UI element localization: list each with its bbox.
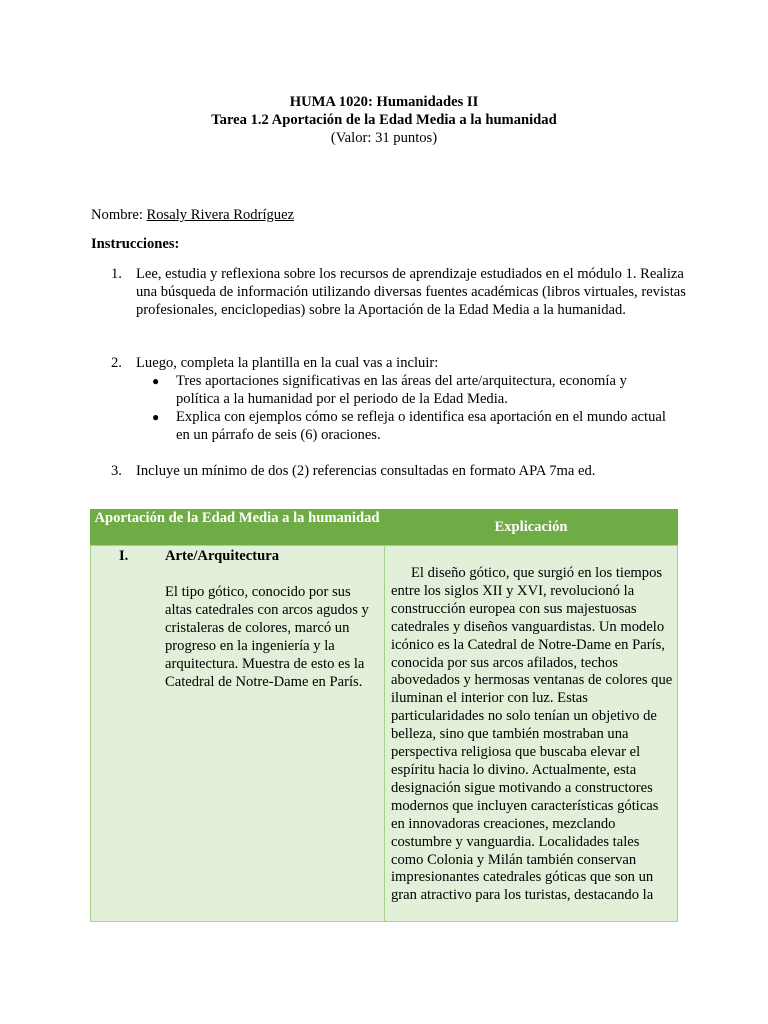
instruction-text: Lee, estudia y reflexiona sobre los recursos de aprendizaje estudiados en el módulo 1. Realiza una búsqueda de información utilizando diversas fuentes académicas (libros virtuales, revistas profesionales, enciclopedias) sobre la Aportación de la Edad Media a la humanidad. bbox=[136, 266, 686, 318]
instruction-text: Incluye un mínimo de dos (2) referencias consultadas en formato APA 7ma ed. bbox=[136, 463, 596, 479]
table-row bbox=[90, 545, 678, 922]
document-header bbox=[0, 93, 768, 147]
instructions-title: Instrucciones: bbox=[91, 236, 180, 252]
instruction-number: 3. bbox=[111, 463, 122, 479]
column-divider bbox=[384, 546, 385, 921]
table-header-explanation: Explicación bbox=[494, 519, 568, 535]
instruction-item-1 bbox=[91, 265, 691, 337]
row-explanation: El diseño gótico, que surgió en los tiempos entre los siglos XII y XVI, revolucionó la construcción europea con sus majestuosas catedrales y diseños vanguardistas. Un modelo icónico es la Catedral de Notre-Dame en París, conocida por sus arcos afilados, techos abovedados y hermosas ventanas de colores que iluminan el interior con luz. Estas particularidades no solo tenían un objetivo de belleza, sino que también mostraban una perspectiva religiosa que buscaba elevar el espíritu hacia lo divino. Actualmente, esta designación sigue motivando a constructores modernos que incluyen características góticas en innovadoras creaciones, mezclando costumbre y vanguardia. Localidades tales como Colonia y Milán también conservan impresionantes catedrales góticas que son un gran atractivo para los turistas, destacando la bbox=[391, 565, 673, 904]
student-name: Rosaly Rivera Rodríguez bbox=[146, 207, 295, 223]
row-numeral: I. bbox=[119, 548, 129, 564]
bullet-icon: ● bbox=[152, 374, 160, 388]
student-name-line bbox=[91, 206, 294, 224]
table-header-row bbox=[90, 509, 678, 545]
instruction-bullet-2: Explica con ejemplos cómo se refleja o identifica esa aportación en el mundo actual en un párrafo de seis (6) oraciones. bbox=[176, 409, 666, 443]
instruction-text: Luego, completa la plantilla en la cual vas a incluir: bbox=[136, 355, 439, 371]
bullet-icon: ● bbox=[152, 410, 160, 424]
instruction-bullet-1: Tres aportaciones significativas en las áreas del arte/arquitectura, economía y política a la humanidad por el periodo de la Edad Media. bbox=[176, 373, 627, 407]
table-header-contribution: Aportación de la Edad Media a la humanidad bbox=[94, 510, 380, 526]
instruction-number: 1. bbox=[111, 266, 122, 282]
instruction-number: 2. bbox=[111, 355, 122, 371]
task-value: (Valor: 31 puntos) bbox=[330, 130, 438, 146]
contributions-table bbox=[90, 509, 678, 921]
row-title: Arte/Arquitectura bbox=[165, 548, 280, 564]
course-title: HUMA 1020: Humanidades II bbox=[289, 94, 479, 110]
task-title: Tarea 1.2 Aportación de la Edad Media a la humanidad bbox=[211, 112, 557, 128]
student-name-label: Nombre: bbox=[91, 207, 147, 223]
row-summary: El tipo gótico, conocido por sus altas catedrales con arcos agudos y cristaleras de colores, marcó un progreso en la ingeniería y la arquitectura. Muestra de esto es la Catedral de Notre-Dame en París. bbox=[165, 584, 369, 690]
instruction-item-3 bbox=[91, 462, 691, 480]
instruction-item-2 bbox=[91, 354, 691, 372]
